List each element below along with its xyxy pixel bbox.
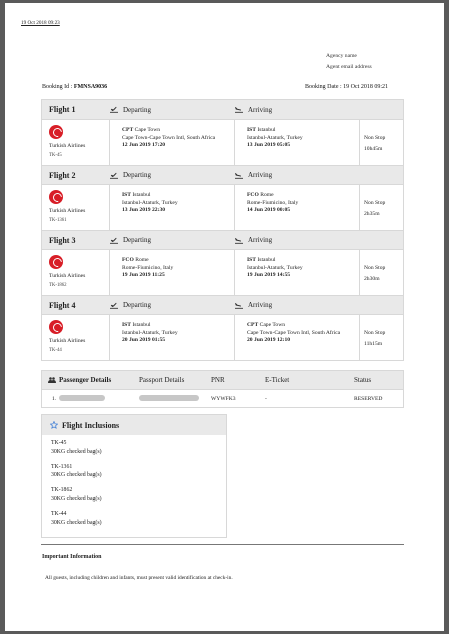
- arriving-header: [235, 106, 360, 114]
- booking-id-value: FMNSA9036: [73, 84, 108, 90]
- status-value: RESERVED: [354, 395, 383, 402]
- users-icon: [48, 377, 56, 383]
- plane-takeoff-icon: [110, 106, 118, 113]
- arr-airport: Istanbul-Ataturk, Turkey: [247, 264, 303, 271]
- arrival-cell: [235, 315, 360, 360]
- plane-landing-icon: [235, 237, 243, 244]
- passenger-index: 1.: [52, 395, 57, 402]
- turkish-airlines-logo: [49, 320, 63, 334]
- dep-city: Cape Town: [134, 127, 161, 133]
- stops-cell: [360, 120, 403, 165]
- dep-city: Istanbul: [132, 192, 151, 198]
- plane-landing-icon: [235, 106, 243, 113]
- dep-time: 20 Jun 2019 01:55: [122, 337, 166, 344]
- plane-landing-icon: [235, 302, 243, 309]
- flight-header: [42, 165, 403, 184]
- flight-title: Flight 1: [49, 105, 76, 114]
- col-eticket: E-Ticket: [265, 376, 290, 384]
- passport-redacted: [139, 395, 199, 403]
- stops: Non Stop: [364, 330, 386, 336]
- print-date: 19 Oct 2018 09:23: [21, 20, 60, 26]
- divider: [41, 544, 404, 545]
- plane-landing-icon: [235, 172, 243, 179]
- booking-id: [42, 84, 107, 90]
- dep-time: 19 Jun 2019 11:25: [122, 272, 165, 279]
- arr-city: Cape Town: [259, 322, 286, 328]
- arr-city: Istanbul: [257, 257, 276, 263]
- inclusion-baggage: 30KG checked bag(s): [51, 495, 102, 502]
- turkish-airlines-logo: [49, 125, 63, 139]
- dep-code: IST: [122, 322, 132, 328]
- departing-label: Departing: [123, 105, 151, 114]
- ticket-page: [5, 3, 444, 631]
- inclusion-baggage: 30KG checked bag(s): [51, 519, 102, 526]
- stops: Non Stop: [364, 135, 386, 141]
- arr-airport: Cape Town-Cape Town Intl, South Africa: [247, 329, 341, 336]
- duration: 2h30m: [364, 276, 380, 282]
- arriving-header: [235, 171, 360, 179]
- arriving-label: Arriving: [248, 236, 273, 244]
- arrival-cell: [235, 185, 360, 230]
- flight-header: [42, 100, 403, 119]
- inclusion-flight: TK-1862: [51, 487, 73, 494]
- departure-cell: [110, 250, 235, 295]
- arr-time: 19 Jun 2019 14:55: [247, 272, 291, 279]
- departure-cell: [110, 315, 235, 360]
- plane-takeoff-icon: [110, 237, 118, 244]
- arr-code: CPT: [247, 322, 259, 328]
- col-passport: Passport Details: [139, 376, 185, 384]
- inclusions-list: [42, 435, 226, 527]
- arr-time: 20 Jun 2019 12:10: [247, 337, 291, 344]
- arr-time: 14 Jun 2019 00:05: [247, 207, 291, 214]
- airline-cell: [42, 120, 110, 165]
- arr-code: IST: [247, 257, 257, 263]
- duration: 10h45m: [364, 146, 383, 152]
- plane-takeoff-icon: [110, 302, 118, 309]
- departing-header: [110, 171, 235, 179]
- booking-date: [305, 84, 388, 90]
- departing-label: Departing: [123, 301, 151, 309]
- stops: Non Stop: [364, 265, 386, 271]
- arriving-header: [235, 236, 360, 244]
- flight-row: [42, 119, 403, 165]
- departure-cell: [110, 185, 235, 230]
- important-info-title: Important Information: [42, 554, 102, 560]
- dep-code: IST: [122, 192, 132, 198]
- flight-number: TK-1862: [49, 283, 67, 288]
- flight-row: [42, 249, 403, 295]
- plane-takeoff-icon: [110, 172, 118, 179]
- airline-cell: [42, 315, 110, 360]
- passenger-row: [42, 389, 403, 407]
- arriving-label: Arriving: [248, 105, 273, 114]
- passenger-table: [41, 370, 404, 408]
- arrival-cell: [235, 250, 360, 295]
- inclusion-baggage: 30KG checked bag(s): [51, 448, 102, 455]
- eticket-value: -: [265, 395, 267, 402]
- arriving-label: Arriving: [248, 301, 273, 309]
- dep-code: CPT: [122, 127, 134, 133]
- dep-city: Istanbul: [132, 322, 151, 328]
- flight-header: [42, 230, 403, 249]
- dep-airport: Istanbul-Ataturk, Turkey: [122, 199, 178, 206]
- booking-date-value: 19 Oct 2018 09:21: [343, 84, 389, 90]
- inclusion-item: [51, 486, 226, 503]
- airline-name: Turkish Airlines: [49, 143, 86, 149]
- agent-email: Agent email address: [326, 64, 372, 70]
- inclusion-item: [51, 439, 226, 456]
- inclusion-item: [51, 510, 226, 527]
- booking-date-label: Booking Date :: [305, 84, 342, 90]
- flight-title: Flight 4: [49, 300, 76, 310]
- flight-number: TK-45: [49, 153, 62, 158]
- flight-header: [42, 295, 403, 314]
- dep-code: FCO: [122, 257, 134, 263]
- passenger-title-text: Passenger Details: [59, 376, 112, 384]
- inclusions-title: Flight Inclusions: [62, 420, 120, 430]
- arriving-label: Arriving: [248, 171, 273, 179]
- flight-number: TK-44: [49, 348, 62, 353]
- departing-header: [110, 236, 235, 244]
- inclusion-flight: TK-44: [51, 511, 67, 518]
- col-status: Status: [354, 376, 372, 384]
- stops: Non Stop: [364, 200, 386, 206]
- turkish-airlines-logo: [49, 190, 63, 204]
- arr-code: IST: [247, 127, 257, 133]
- stops-cell: [360, 250, 403, 295]
- turkish-airlines-logo: [49, 255, 63, 269]
- arrival-cell: [235, 120, 360, 165]
- dep-airport: Rome-Fiumicino, Italy: [122, 264, 174, 271]
- dep-city: Rome: [135, 257, 149, 263]
- booking-id-label: Booking Id :: [42, 84, 73, 90]
- inclusion-baggage: 30KG checked bag(s): [51, 472, 102, 479]
- passenger-title: [48, 376, 111, 384]
- departing-label: Departing: [123, 171, 151, 179]
- stops-cell: [360, 185, 403, 230]
- arriving-header: [235, 301, 360, 309]
- duration: 11h15m: [364, 341, 383, 347]
- arr-time: 13 Jun 2019 05:05: [247, 142, 291, 149]
- arr-city: Istanbul: [257, 127, 276, 133]
- airline-name: Turkish Airlines: [49, 208, 86, 214]
- airline-cell: [42, 250, 110, 295]
- agency-name: Agency name: [326, 53, 357, 59]
- airline-cell: [42, 185, 110, 230]
- dep-airport: Istanbul-Ataturk, Turkey: [122, 329, 178, 336]
- arr-city: Rome: [260, 192, 274, 198]
- airline-name: Turkish Airlines: [49, 338, 86, 344]
- departing-header: [110, 106, 235, 114]
- departing-header: [110, 301, 235, 309]
- arr-code: FCO: [247, 192, 259, 198]
- stops-cell: [360, 315, 403, 360]
- departing-label: Departing: [123, 236, 151, 244]
- star-icon: [50, 421, 58, 429]
- arr-airport: Rome-Fiumicino, Italy: [247, 199, 299, 206]
- dep-time: 13 Jun 2019 22:30: [122, 207, 166, 214]
- departure-cell: [110, 120, 235, 165]
- inclusion-flight: TK-45: [51, 440, 67, 446]
- inclusion-item: [51, 463, 226, 480]
- flight-row: [42, 184, 403, 230]
- important-info-text: All guests, including children and infants, must present valid identification at check-in.: [45, 575, 233, 581]
- passenger-name-redacted: [59, 395, 105, 403]
- pnr-value: WYWFK3: [211, 395, 236, 402]
- passenger-header: [42, 371, 403, 389]
- inclusions-box: [41, 414, 227, 538]
- dep-airport: Cape Town-Cape Town Intl, South Africa: [122, 134, 216, 141]
- flight-row: [42, 314, 403, 360]
- col-pnr: PNR: [211, 376, 225, 384]
- flights-table: [41, 99, 404, 361]
- inclusions-header: [42, 415, 226, 435]
- duration: 2h35m: [364, 211, 380, 217]
- flight-title: Flight 2: [49, 170, 76, 180]
- airline-name: Turkish Airlines: [49, 273, 86, 279]
- flight-number: TK-1361: [49, 218, 67, 223]
- inclusion-flight: TK-1361: [51, 463, 73, 470]
- arr-airport: Istanbul-Ataturk, Turkey: [247, 134, 303, 141]
- dep-time: 12 Jun 2019 17:20: [122, 142, 166, 149]
- flight-title: Flight 3: [49, 235, 76, 245]
